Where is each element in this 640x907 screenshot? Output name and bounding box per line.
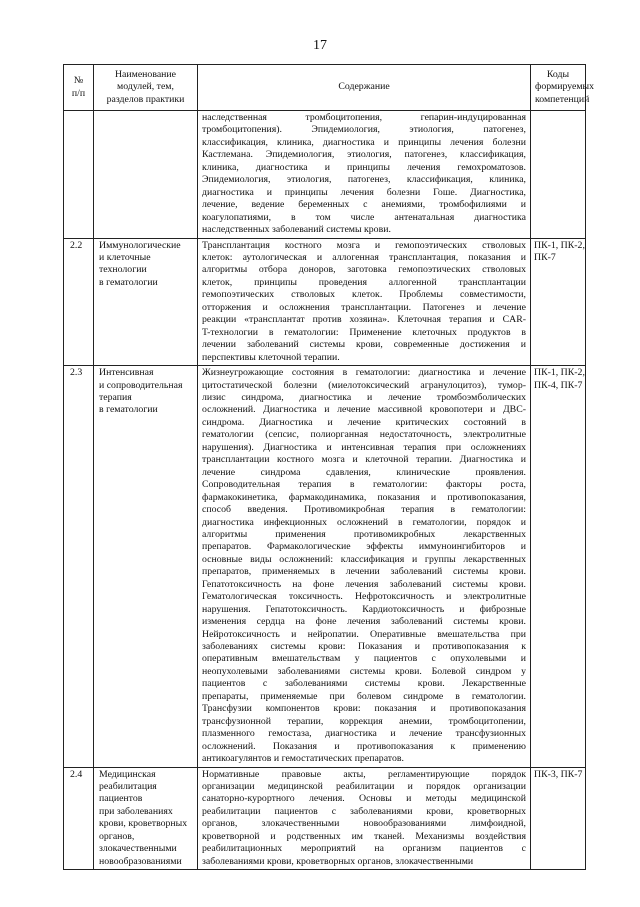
header-module bbox=[94, 65, 198, 111]
row-content bbox=[198, 238, 531, 366]
content-line: нарушения). Диагностика и интенсивная терапия при осложнениях bbox=[202, 441, 526, 453]
content-line: Жизнеугрожающие состояния в гематологии: диагностика и лечение bbox=[202, 367, 526, 379]
row-content bbox=[198, 767, 531, 870]
content-line: реабилитационных мероприятий на организм пациентов с bbox=[202, 843, 526, 855]
content-line: заболеваниями крови, кроветворных органов, злокачественными bbox=[202, 855, 474, 867]
content-line: изменения сердца на фоне лечения заболеваний системы крови. bbox=[202, 616, 526, 628]
content-line: плазменного гемостаза, диагностика и лечение трансфузионных bbox=[202, 728, 526, 740]
competency-code-line: ПК-1, ПК-2, bbox=[534, 367, 585, 379]
competency-code-line: ПК-4, ПК-7 bbox=[534, 379, 583, 391]
content-line: перспективы клеточной терапии. bbox=[202, 351, 340, 363]
content-line: оперативным вмешательствам у пациентов с опухолевыми и bbox=[202, 653, 526, 665]
header-number-line: п/п bbox=[71, 87, 86, 99]
header-codes-line: формируемых bbox=[535, 81, 595, 93]
module-name-line: реабилитация bbox=[99, 781, 157, 793]
module-name-line: Медицинская bbox=[99, 768, 156, 780]
content-line: кроветворной и родственных им тканей. Механизмы воздействия bbox=[202, 830, 526, 842]
content-line: антикоагулянтов и гемостатических препаратов. bbox=[202, 753, 404, 765]
content-line: Гематологическая токсичность. Нефротоксичность и электролитные bbox=[202, 591, 526, 603]
header-module-line: разделов практики bbox=[106, 93, 185, 105]
table-row bbox=[64, 238, 586, 366]
content-line: тромбоцитопения). Эпидемиология, этиология, патогенез, bbox=[202, 124, 526, 136]
content-line: Трансплантация костного мозга и гемопоэтических стволовых bbox=[202, 239, 526, 251]
content-line: гематологии (сепсис, полиорганная недостаточность, электролитные bbox=[202, 429, 526, 441]
row-competency-codes bbox=[531, 767, 586, 870]
content-line: препараты, применяемые при болевом синдроме в гематологии. bbox=[202, 690, 526, 702]
content-line: Нормативные правовые акты, регламентирующие порядок bbox=[202, 768, 526, 780]
content-line: лечение синдрома сдавления, клинические проявления. bbox=[202, 466, 526, 478]
row-module-name bbox=[94, 238, 198, 366]
row-content bbox=[198, 366, 531, 768]
content-line: классификация, клиника, диагностика и принципы лечения болезни bbox=[202, 136, 526, 148]
module-name-line: при заболеваниях bbox=[99, 805, 173, 817]
header-codes-line: Коды bbox=[546, 68, 570, 80]
content-line: осложнений. Показания и противопоказания к применению bbox=[202, 740, 526, 752]
module-name-line: органов, bbox=[99, 830, 135, 842]
content-line: клеток, принципы проведения аллогенной трансплантации bbox=[202, 276, 526, 288]
content-line: заболеваниях системы крови: Показания и противопоказания к bbox=[202, 641, 526, 653]
content-line: Трансфузии компонентов крови: показания и противопоказания bbox=[202, 703, 526, 715]
content-line: лечении заболеваний системы крови, современные достижения и bbox=[202, 339, 526, 351]
content-line: осложнений. Диагностика и лечение массивной кровопотери и ДВС- bbox=[202, 404, 526, 416]
content-line: отторжения и осложнения трансплантации. Патогенез и лечение bbox=[202, 301, 526, 313]
content-line: синдрома. Диагностика и лечение критических состояний в bbox=[202, 416, 526, 428]
module-name-line: новообразованиями bbox=[99, 855, 182, 867]
content-line: реабилитации пациентов с заболеваниями крови, кроветворных bbox=[202, 805, 526, 817]
content-line: Сопроводительная терапия в гематологии: факторы роста, bbox=[202, 479, 526, 491]
content-line: наследственных заболеваний системы крови. bbox=[202, 224, 391, 236]
content-line: способ введения. Противомикробная терапия в гематологии: bbox=[202, 504, 526, 516]
module-name-line: в гематологии bbox=[99, 404, 158, 416]
header-number-line: № bbox=[73, 75, 84, 87]
content-line: Гепатотоксичность на фоне лечения заболеваний системы крови. bbox=[202, 578, 526, 590]
table-row bbox=[64, 767, 586, 870]
page-number: 17 bbox=[313, 38, 327, 53]
content-line: Кастлемана. Эпидемиология, этиология, патогенез, классификация, bbox=[202, 149, 526, 161]
content-line: Нейротоксичность и нейропатии. Оперативные вмешательства при bbox=[202, 628, 526, 640]
module-name-line: крови, кроветворных bbox=[99, 818, 188, 830]
content-line: фармакокинетика, фармакодинамика, показания и противопоказания, bbox=[202, 491, 526, 503]
row-module-name bbox=[94, 111, 198, 239]
header-codes bbox=[531, 65, 595, 111]
content-line: лизис синдрома, диагностика и лечение тромбоэмболических bbox=[202, 391, 526, 403]
row-number bbox=[64, 111, 94, 239]
module-name-line: Иммунологические bbox=[99, 239, 181, 251]
module-name-line: в гематологии bbox=[99, 276, 158, 288]
content-line: наследственная тромбоцитопения, гепарин-индуцированная bbox=[202, 112, 526, 123]
competency-code-line: ПК-3, ПК-7 bbox=[534, 768, 583, 780]
content-line: диагностика инфекционных осложнений в гематологии, порядок и bbox=[202, 516, 526, 528]
competency-code-line: ПК-1, ПК-2, bbox=[534, 239, 585, 251]
module-name-line: и сопроводительная bbox=[99, 379, 183, 391]
content-line: основные виды осложнений: классификация и группы лекарственных bbox=[202, 553, 526, 565]
module-name-line: злокачественными bbox=[99, 843, 177, 855]
content-line: препаратов, применяемых в лечении заболеваний системы крови. bbox=[202, 566, 526, 578]
header-content: Содержание bbox=[198, 65, 531, 111]
content-line: диагностика и принципы лечения болезни Гоше. Диагностика, bbox=[202, 186, 526, 198]
row-number: 2.4 bbox=[64, 767, 94, 870]
header-module-line: модулей, тем, bbox=[117, 81, 174, 93]
content-line: нарушения. Гепатотоксичность. Кардиотоксичность и фиброзные bbox=[202, 603, 526, 615]
content-line: организации медицинской реабилитации и порядок организации bbox=[202, 781, 526, 793]
content-line: цитостатической болезни (миелотоксический агранулоцитоз), тумор- bbox=[202, 379, 526, 391]
content-line: клеток: аутологическая и аллогенная трансплантация, показания и bbox=[202, 251, 526, 263]
content-line: T-технологии в гематологии: Применение клеточных продуктов в bbox=[202, 326, 526, 338]
row-competency-codes bbox=[531, 111, 586, 239]
module-name-line: терапия bbox=[99, 391, 132, 403]
header-module-line: Наименование bbox=[114, 68, 177, 80]
row-competency-codes bbox=[531, 366, 586, 768]
content-line: гемопоэтических стволовых клеток. Проблемы совместимости, bbox=[202, 289, 526, 301]
content-line: трансплантации костного мозга и клеточной терапии. Диагностика и bbox=[202, 454, 526, 466]
row-number: 2.2 bbox=[64, 238, 94, 366]
content-line: реакции «трансплантат против хозяина». Клеточная терапия и CAR- bbox=[202, 314, 526, 326]
module-name-line: Интенсивная bbox=[99, 367, 154, 379]
table-row bbox=[64, 366, 586, 768]
row-competency-codes bbox=[531, 238, 586, 366]
content-line: санаторно-курортного лечения. Основы и методы медицинской bbox=[202, 793, 526, 805]
header-number bbox=[64, 65, 94, 111]
content-line: неопухолевыми заболеваниями системы крови. Болевой синдром у bbox=[202, 665, 526, 677]
content-line: лечение, ведение беременных с анемиями, тромбофилиями и bbox=[202, 199, 526, 211]
row-module-name bbox=[94, 366, 198, 768]
content-line: клиника, диагностика и принципы лечения гемохроматозов. bbox=[202, 161, 526, 173]
table-row bbox=[64, 111, 586, 239]
table-header-row bbox=[64, 65, 586, 111]
row-number: 2.3 bbox=[64, 366, 94, 768]
content-line: трансфузионной терапии, коррекция анемии, тромбоцитопении, bbox=[202, 715, 526, 727]
content-line: Эпидемиология, этиология, патогенез, классификация, клиника, bbox=[202, 174, 526, 186]
row-content bbox=[198, 111, 531, 239]
module-name-line: технологии bbox=[99, 264, 147, 276]
content-line: алгоритмы применения противомикробных лекарственных bbox=[202, 528, 526, 540]
module-name-line: и клеточные bbox=[99, 251, 151, 263]
content-line: препаратов. Фармакологические эффекты иммуноингибиторов и bbox=[202, 541, 526, 553]
curriculum-table bbox=[63, 64, 595, 870]
content-line: коагулопатиями, в том числе антенатальная диагностика bbox=[202, 211, 526, 223]
content-line: органов, злокачественными новообразованиями лимфоидной, bbox=[202, 818, 526, 830]
content-line: алгоритмы отбора доноров, заготовка гемопоэтических стволовых bbox=[202, 264, 526, 276]
row-module-name bbox=[94, 767, 198, 870]
competency-code-line: ПК-7 bbox=[534, 251, 556, 263]
module-name-line: пациентов bbox=[99, 793, 143, 805]
content-line: пациентов с заболеваниями системы крови. Лекарственные bbox=[202, 678, 526, 690]
header-codes-line: компетенций bbox=[535, 93, 590, 105]
